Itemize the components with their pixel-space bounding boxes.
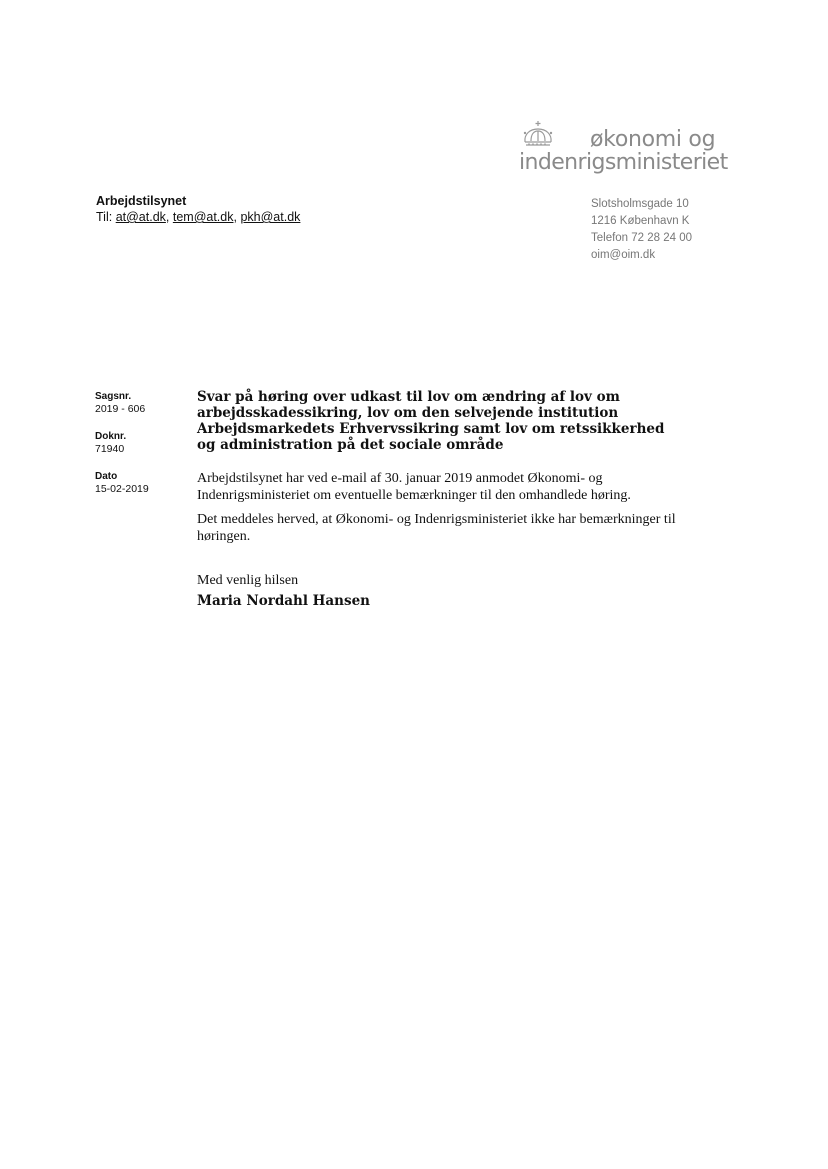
letter-paragraph-2: Det meddeles herved, at Økonomi- og Indenrigsministeriet ikke har bemærkninger til høringen. bbox=[197, 512, 676, 544]
sender-email: oim@oim.dk bbox=[591, 249, 656, 261]
document-number bbox=[95, 430, 126, 456]
document-number-value: 71940 bbox=[95, 443, 125, 455]
email-link-pkh[interactable]: pkh@at.dk bbox=[240, 210, 301, 224]
sender-phone: Telefon 72 28 24 00 bbox=[591, 232, 693, 244]
logo-text-line2: indenrigsministeriet bbox=[519, 150, 728, 175]
letter-date bbox=[95, 470, 149, 496]
document-number-label: Doknr. bbox=[95, 431, 127, 442]
crown-icon bbox=[521, 120, 555, 148]
greeting: Med venlig hilsen bbox=[197, 573, 299, 588]
ministry-logo bbox=[518, 120, 728, 180]
date-label: Dato bbox=[95, 471, 118, 482]
recipient-emails: Til: at@at.dk, tem@at.dk, pkh@at.dk bbox=[96, 210, 301, 224]
sender-street: Slotsholmsgade 10 bbox=[591, 198, 689, 210]
recipient-name: Arbejdstilsynet bbox=[96, 194, 187, 208]
case-number bbox=[95, 390, 145, 416]
email-link-tem[interactable]: tem@at.dk bbox=[172, 210, 234, 224]
sender-city: 1216 København K bbox=[591, 215, 690, 227]
letter-paragraph-1: Arbejdstilsynet har ved e-mail af 30. januar 2019 anmodet Økonomi- og Indenrigsministeriet om eventuelle bemærkninger til den omhandlede høring. bbox=[197, 471, 631, 503]
to-label: Til: bbox=[96, 210, 113, 224]
case-number-value: 2019 - 606 bbox=[95, 403, 146, 415]
recipient-block bbox=[96, 193, 300, 225]
signer-name: Maria Nordahl Hansen bbox=[197, 593, 370, 609]
letter-closing bbox=[197, 571, 370, 611]
letter-subject: Svar på høring over udkast til lov om ændring af lov om arbejdsskadessikring, lov om den selvejende institution Arbejdsmarkedets Erhvervssikring samt lov om retssikkerhed og administration på det sociale område bbox=[197, 389, 665, 453]
date-value: 15-02-2019 bbox=[95, 483, 149, 495]
logo-text-line1: økonomi og bbox=[590, 127, 716, 152]
email-link-at[interactable]: at@at.dk bbox=[115, 210, 166, 224]
case-number-label: Sagsnr. bbox=[95, 391, 132, 402]
sender-address bbox=[591, 196, 692, 264]
